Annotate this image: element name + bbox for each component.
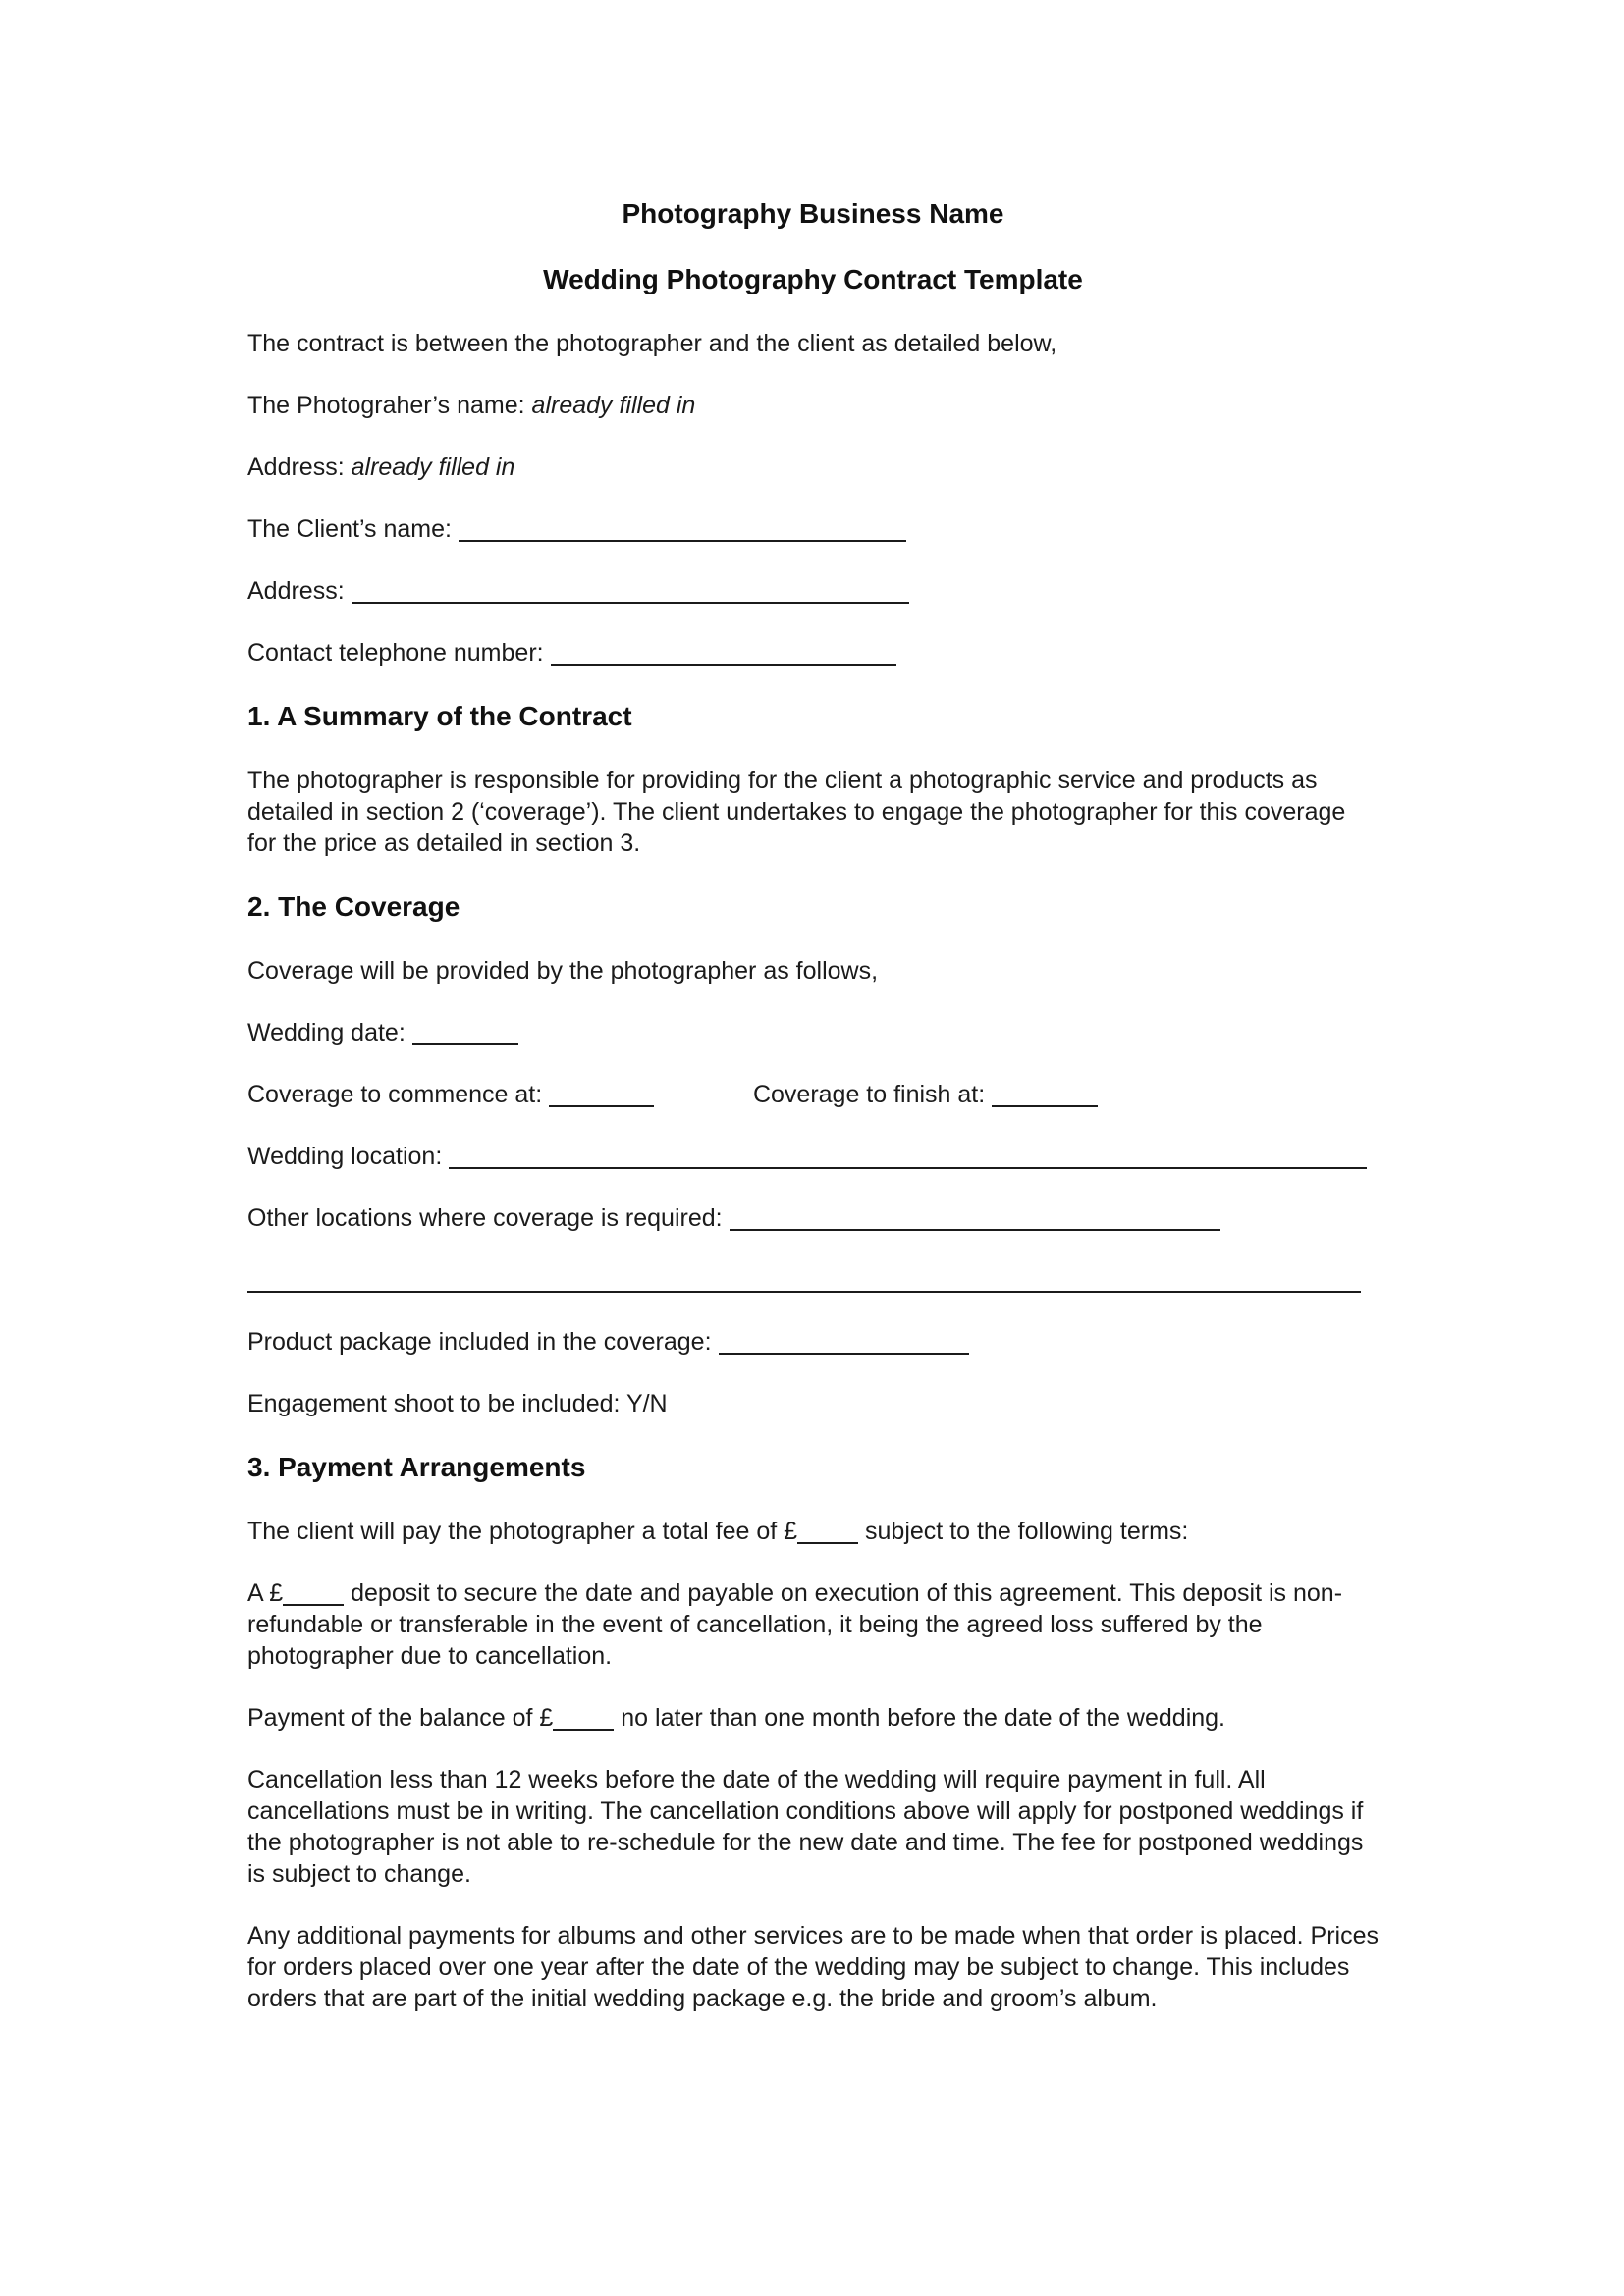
- wedding-date-line: [247, 1017, 1379, 1048]
- photographer-name-line: [247, 390, 1379, 421]
- photographer-address-label: Address:: [247, 454, 345, 481]
- wedding-location-label: Wedding location:: [247, 1143, 443, 1170]
- product-package-line: [247, 1326, 1379, 1358]
- other-locations-blank[interactable]: [730, 1228, 1220, 1231]
- photographer-address-line: [247, 452, 1379, 483]
- coverage-finish-label: Coverage to finish at:: [752, 1081, 986, 1108]
- balance-line: [247, 1702, 1379, 1734]
- balance-text-pre: Payment of the balance of £: [247, 1704, 554, 1732]
- wedding-date-blank[interactable]: [412, 1042, 518, 1045]
- total-fee-text-post: subject to the following terms:: [865, 1518, 1189, 1545]
- deposit-text-pre: A £: [247, 1579, 284, 1607]
- other-locations-continuation-blank[interactable]: [247, 1290, 1361, 1293]
- coverage-times-line: [247, 1079, 1379, 1110]
- client-name-blank[interactable]: [459, 539, 906, 542]
- product-package-label: Product package included in the coverage:: [247, 1328, 712, 1356]
- contact-number-line: [247, 637, 1379, 668]
- business-name-title: Photography Business Name: [622, 198, 1004, 229]
- photographer-name-value: already filled in: [531, 392, 696, 419]
- contact-number-blank[interactable]: [551, 663, 896, 666]
- wedding-location-blank[interactable]: [449, 1166, 1367, 1169]
- document-title: Wedding Photography Contract Template: [543, 264, 1083, 294]
- total-fee-text-pre: The client will pay the photographer a total fee of £: [247, 1518, 798, 1545]
- section-1-body: The photographer is responsible for providing for the client a photographic service and products as detailed in section 2 (‘coverage’). The client undertakes to engage the photographer for this coverage for the price as detailed in section 3.: [247, 767, 1346, 857]
- wedding-date-label: Wedding date:: [247, 1019, 406, 1046]
- coverage-finish-blank[interactable]: [992, 1104, 1098, 1107]
- photographer-name-label: The Photograher’s name:: [247, 392, 525, 419]
- coverage-commence-blank[interactable]: [549, 1104, 654, 1107]
- photographer-address-value: already filled in: [351, 454, 515, 481]
- total-fee-line: [247, 1516, 1379, 1547]
- wedding-location-line: [247, 1141, 1379, 1172]
- section-1-heading: 1. A Summary of the Contract: [247, 701, 632, 731]
- client-address-label: Address:: [247, 577, 345, 605]
- cancellation-paragraph: Cancellation less than 12 weeks before the date of the wedding will require payment in full. All cancellations must be in writing. The cancellation conditions above will apply for postponed weddings if the photographer is not able to re-schedule for the new date and time. The fee for postponed weddings is subject to change.: [247, 1766, 1364, 1888]
- total-fee-blank[interactable]: [797, 1541, 858, 1544]
- client-name-line: [247, 513, 1379, 545]
- section-3-heading: 3. Payment Arrangements: [247, 1452, 586, 1482]
- product-package-blank[interactable]: [719, 1352, 969, 1355]
- coverage-commence-label: Coverage to commence at:: [247, 1081, 543, 1108]
- balance-text-post: no later than one month before the date of the wedding.: [621, 1704, 1226, 1732]
- engagement-shoot-line: Engagement shoot to be included: Y/N: [247, 1390, 668, 1417]
- coverage-finish-group: [746, 1081, 1098, 1108]
- coverage-intro-line: Coverage will be provided by the photographer as follows,: [247, 957, 879, 985]
- balance-blank[interactable]: [553, 1728, 614, 1731]
- additional-payments-paragraph: Any additional payments for albums and other services are to be made when that order is placed. Prices for orders placed over one year after the date of the wedding may be subject to change. This includes orders that are part of the initial wedding package e.g. the bride and groom’s album.: [247, 1922, 1380, 2012]
- other-locations-label: Other locations where coverage is required:: [247, 1204, 723, 1232]
- deposit-blank[interactable]: [283, 1603, 344, 1606]
- section-2-heading: 2. The Coverage: [247, 891, 460, 922]
- deposit-text-post: deposit to secure the date and payable on execution of this agreement. This deposit is non-refundable or transferable in the event of cancellation, it being the agreed loss suffered by the photographer due to cancellation.: [247, 1579, 1343, 1670]
- other-locations-continuation-line: [247, 1264, 1379, 1296]
- contact-number-label: Contact telephone number:: [247, 639, 544, 667]
- client-address-blank[interactable]: [352, 601, 909, 604]
- client-name-label: The Client’s name:: [247, 515, 452, 543]
- client-address-line: [247, 575, 1379, 607]
- coverage-commence-group: [247, 1079, 746, 1110]
- intro-line: The contract is between the photographer and the client as detailed below,: [247, 330, 1057, 357]
- deposit-line: [247, 1577, 1379, 1672]
- other-locations-line: [247, 1202, 1379, 1234]
